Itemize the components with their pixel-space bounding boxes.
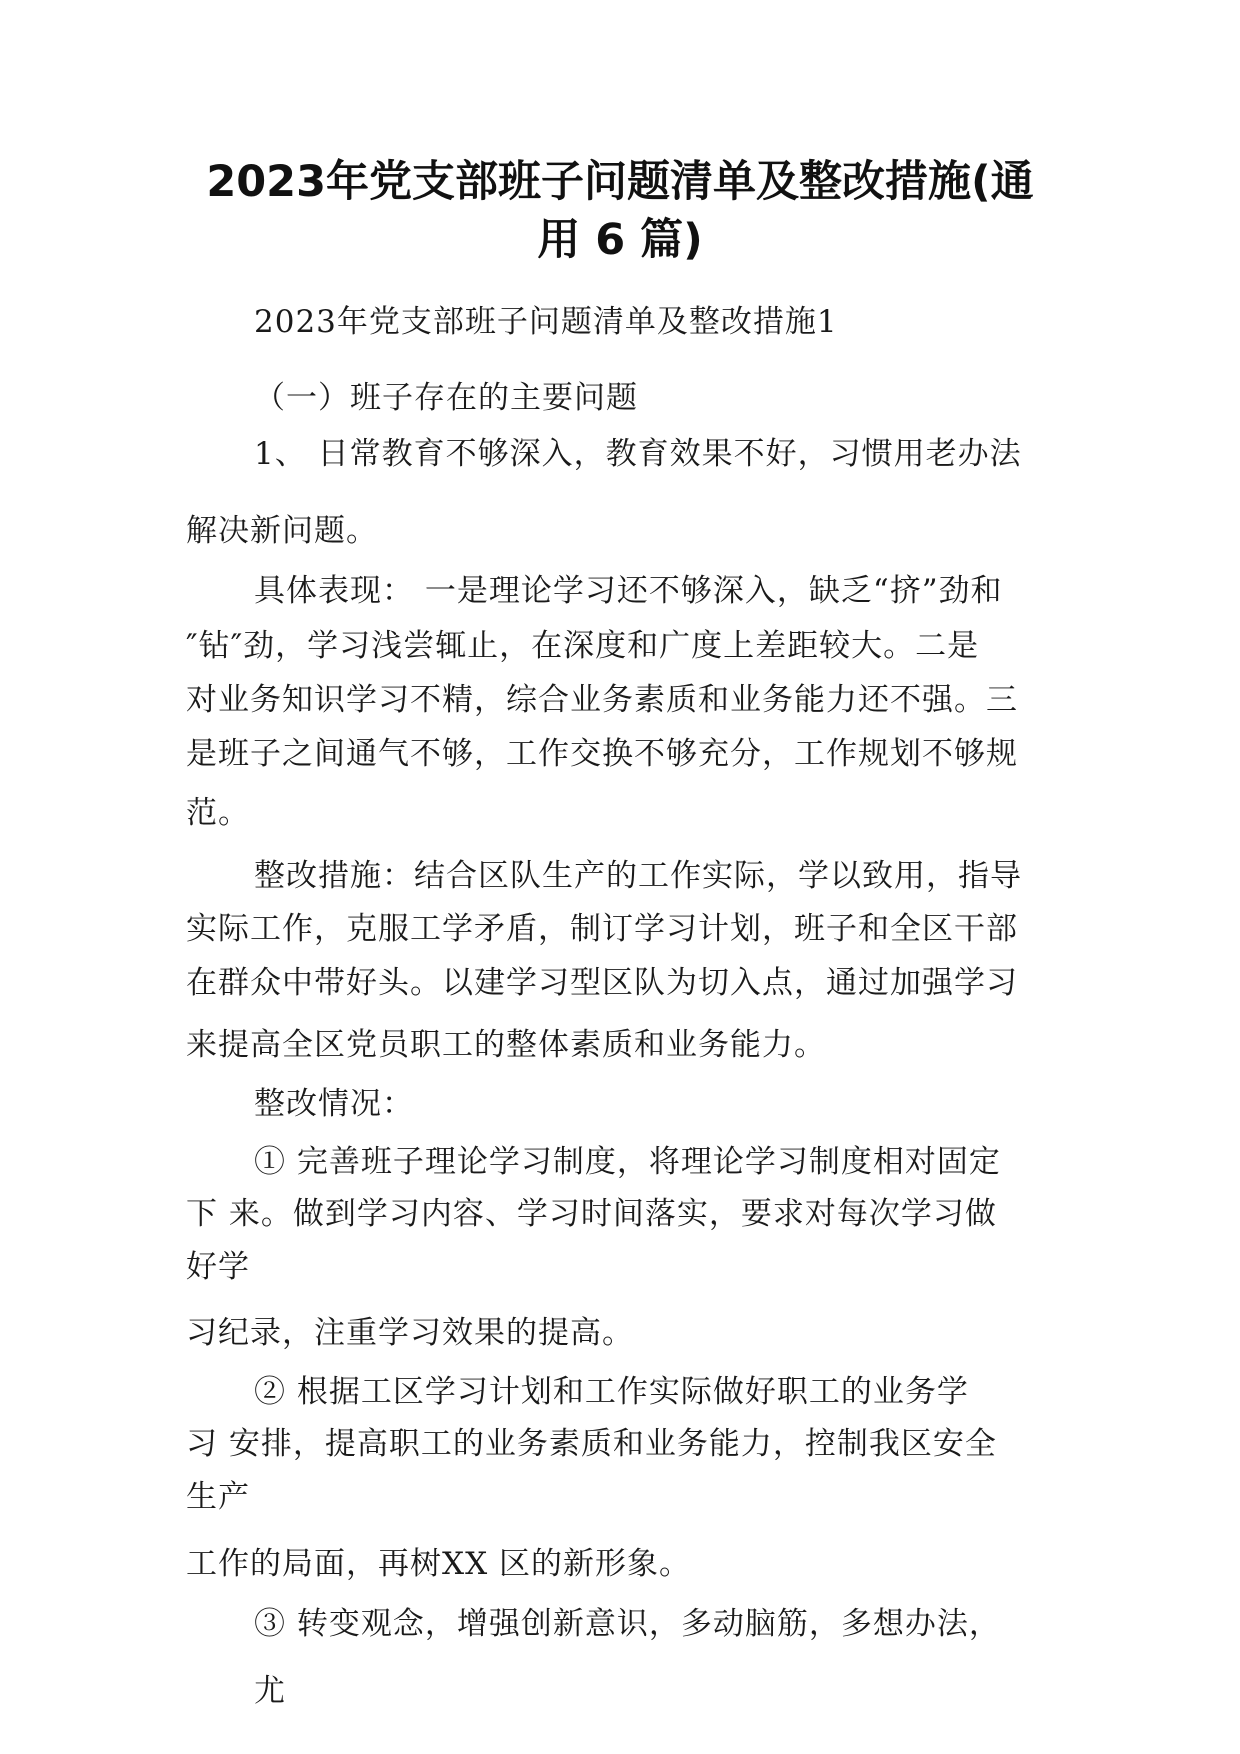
paragraph-line: 整改措施：结合区队生产的工作实际，学以致用，指导: [254, 858, 1022, 894]
paragraph-line: 是班子之间通气不够，工作交换不够充分，工作规划不够规: [186, 736, 1018, 772]
subsection-heading: （一）班子存在的主要问题: [254, 380, 638, 416]
list-item-line: 好学: [186, 1249, 250, 1285]
paragraph-line: 解决新问题。: [186, 513, 378, 549]
list-item-line: 生产: [186, 1479, 250, 1515]
paragraph-line: ″钻″劲，学习浅尝辄止，在深度和广度上差距较大。二是: [186, 628, 980, 664]
paragraph-line: 具体表现： 一是理论学习还不够深入，缺乏“挤”劲和: [254, 573, 1003, 609]
section-heading: 2023年党支部班子问题清单及整改措施1: [254, 304, 838, 340]
paragraph-line: 1、 日常教育不够深入，教育效果不好，习惯用老办法: [254, 436, 1022, 472]
paragraph-line: 来提高全区党员职工的整体素质和业务能力。: [186, 1027, 826, 1063]
list-item-line: 习 安排，提高职工的业务素质和业务能力，控制我区安全: [186, 1426, 997, 1462]
list-item-line: ③ 转变观念，增强创新意识，多动脑筋，多想办法，: [254, 1606, 1001, 1642]
paragraph-line: 对业务知识学习不精，综合业务素质和业务能力还不强。三: [186, 682, 1018, 718]
list-item-line: 尤: [254, 1673, 286, 1709]
paragraph-line: 整改情况：: [254, 1086, 414, 1122]
list-item-line: ① 完善班子理论学习制度，将理论学习制度相对固定: [254, 1144, 1001, 1180]
list-item-line: ② 根据工区学习计划和工作实际做好职工的业务学: [254, 1374, 969, 1410]
paragraph-line: 在群众中带好头。以建学习型区队为切入点，通过加强学习: [186, 965, 1018, 1001]
paragraph-line: 实际工作，克服工学矛盾，制订学习计划，班子和全区干部: [186, 911, 1018, 947]
list-item-line: 下 来。做到学习内容、学习时间落实，要求对每次学习做: [186, 1196, 997, 1232]
paragraph-line: 范。: [186, 795, 250, 831]
list-item-line: 工作的局面，再树XX 区的新形象。: [186, 1546, 691, 1582]
list-item-line: 习纪录，注重学习效果的提高。: [186, 1315, 634, 1351]
document-title-line-1: 2023年党支部班子问题清单及整改措施(通: [206, 157, 1034, 207]
document-title-line-2: 用 6 篇): [537, 215, 703, 265]
